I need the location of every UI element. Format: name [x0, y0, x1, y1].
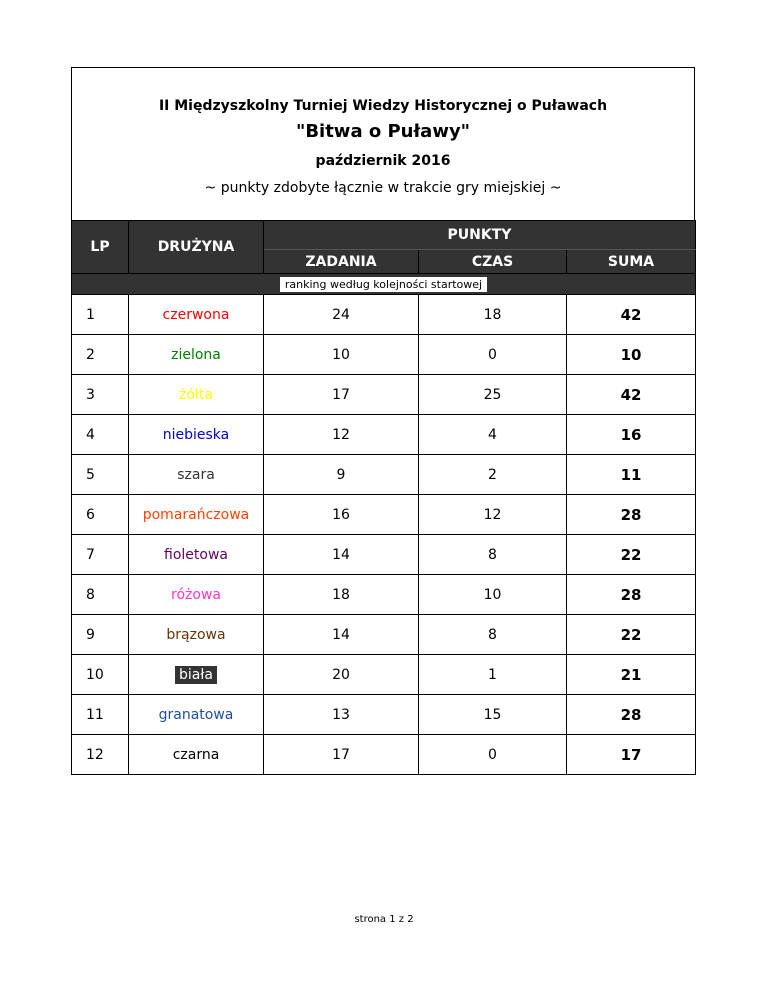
tasks-points-cell: [264, 415, 419, 455]
table-row: [72, 615, 696, 655]
time-points-cell: [419, 575, 567, 615]
tasks-points: 24: [332, 306, 350, 323]
tasks-points: 17: [332, 746, 350, 763]
tasks-points-cell: [264, 535, 419, 575]
row-number-cell: [72, 655, 129, 695]
time-points-cell: [419, 735, 567, 775]
row-number: 8: [86, 586, 95, 603]
total-points: 22: [620, 625, 642, 644]
header-tasks: ZADANIA: [264, 250, 419, 274]
tasks-points-cell: [264, 735, 419, 775]
header-team: DRUŻYNA: [129, 221, 264, 274]
time-points-cell: [419, 615, 567, 655]
tasks-points-cell: [264, 455, 419, 495]
tasks-points-cell: [264, 375, 419, 415]
team-name: granatowa: [158, 706, 234, 723]
row-number: 3: [86, 386, 95, 403]
time-points-cell: [419, 295, 567, 335]
tasks-points: 17: [332, 386, 350, 403]
total-points-cell: [567, 295, 696, 335]
total-points-cell: [567, 495, 696, 535]
team-name-cell: [129, 335, 264, 375]
table-row: [72, 655, 696, 695]
table-body: [72, 295, 696, 775]
total-points: 28: [620, 705, 642, 724]
time-points: 1: [488, 666, 497, 683]
team-name-cell: [129, 375, 264, 415]
team-name: czarna: [172, 746, 220, 763]
row-number-cell: [72, 735, 129, 775]
team-name: niebieska: [162, 426, 230, 443]
team-name: szara: [177, 466, 215, 483]
results-sheet: [71, 67, 695, 775]
row-number-cell: [72, 375, 129, 415]
table-row: [72, 695, 696, 735]
total-points-cell: [567, 655, 696, 695]
tasks-points: 14: [332, 546, 350, 563]
total-points-cell: [567, 695, 696, 735]
tasks-points: 13: [332, 706, 350, 723]
tasks-points-cell: [264, 495, 419, 535]
time-points: 2: [488, 466, 497, 483]
total-points: 42: [620, 305, 642, 324]
header-points: PUNKTY: [264, 221, 696, 250]
total-points-cell: [567, 615, 696, 655]
team-name-cell: [129, 415, 264, 455]
row-number: 9: [86, 626, 95, 643]
total-points-cell: [567, 415, 696, 455]
row-number-cell: [72, 535, 129, 575]
tasks-points: 16: [332, 506, 350, 523]
row-number: 6: [86, 506, 95, 523]
total-points-cell: [567, 455, 696, 495]
row-number-cell: [72, 615, 129, 655]
header-sum: SUMA: [567, 250, 696, 274]
row-number-cell: [72, 295, 129, 335]
table-row: [72, 375, 696, 415]
time-points-cell: [419, 495, 567, 535]
team-name-cell: [129, 535, 264, 575]
event-name: "Bitwa o Puławy": [295, 121, 471, 142]
table-row: [72, 295, 696, 335]
total-points: 22: [620, 545, 642, 564]
tasks-points: 9: [336, 466, 346, 483]
total-points: 17: [620, 745, 642, 764]
row-number-cell: [72, 335, 129, 375]
row-number-cell: [72, 455, 129, 495]
total-points: 28: [620, 505, 642, 524]
row-number: 5: [86, 466, 95, 483]
tournament-title: II Międzyszkolny Turniej Wiedzy Historycznej o Puławach: [158, 98, 608, 114]
total-points: 10: [620, 345, 642, 364]
time-points: 8: [488, 626, 497, 643]
total-points: 28: [620, 585, 642, 604]
event-date: październik 2016: [315, 153, 451, 169]
header-lp: LP: [72, 221, 129, 274]
time-points: 10: [483, 586, 502, 603]
team-name: żółta: [179, 386, 213, 403]
team-name-cell: [129, 295, 264, 335]
subtitle: ~ punkty zdobyte łącznie w trakcie gry miejskiej ~: [204, 180, 562, 196]
tasks-points: 18: [332, 586, 350, 603]
time-points-cell: [419, 695, 567, 735]
row-number-cell: [72, 495, 129, 535]
total-points-cell: [567, 735, 696, 775]
time-points: 4: [488, 426, 497, 443]
header-time: CZAS: [419, 250, 567, 274]
row-number: 12: [86, 746, 104, 763]
team-name-cell: [129, 455, 264, 495]
time-points-cell: [419, 375, 567, 415]
team-name-cell: [129, 495, 264, 535]
tasks-points-cell: [264, 335, 419, 375]
tasks-points: 14: [332, 626, 350, 643]
row-number-cell: [72, 695, 129, 735]
table-row: [72, 335, 696, 375]
tasks-points-cell: [264, 695, 419, 735]
team-name-cell: [129, 655, 264, 695]
team-name-cell: [129, 735, 264, 775]
tasks-points-cell: [264, 655, 419, 695]
table-row: [72, 415, 696, 455]
row-number: 10: [86, 666, 104, 683]
ranking-note-row: [72, 274, 696, 295]
time-points: 0: [488, 346, 497, 363]
time-points: 0: [488, 746, 497, 763]
total-points-cell: [567, 575, 696, 615]
row-number: 4: [86, 426, 95, 443]
row-number: 11: [86, 706, 104, 723]
row-number-cell: [72, 415, 129, 455]
time-points: 15: [483, 706, 502, 723]
time-points: 18: [483, 306, 502, 323]
team-name-cell: [129, 695, 264, 735]
total-points-cell: [567, 335, 696, 375]
time-points: 8: [488, 546, 497, 563]
table-row: [72, 735, 696, 775]
time-points-cell: [419, 655, 567, 695]
team-name-cell: [129, 615, 264, 655]
total-points: 11: [620, 465, 642, 484]
document-header: [71, 67, 695, 220]
team-name: różowa: [171, 586, 221, 603]
table-row: [72, 575, 696, 615]
total-points: 21: [620, 665, 642, 684]
tasks-points: 12: [332, 426, 350, 443]
time-points: 12: [483, 506, 502, 523]
tasks-points-cell: [264, 295, 419, 335]
time-points-cell: [419, 415, 567, 455]
total-points: 42: [620, 385, 642, 404]
team-name: biała: [175, 666, 217, 684]
tasks-points-cell: [264, 575, 419, 615]
team-name: zielona: [171, 346, 221, 363]
tasks-points: 10: [332, 346, 350, 363]
team-name: pomarańczowa: [142, 506, 250, 523]
team-name: fioletowa: [164, 546, 228, 563]
table-row: [72, 535, 696, 575]
total-points-cell: [567, 535, 696, 575]
time-points-cell: [419, 455, 567, 495]
row-number: 2: [86, 346, 95, 363]
row-number: 7: [86, 546, 95, 563]
total-points-cell: [567, 375, 696, 415]
team-name: brązowa: [166, 626, 226, 643]
team-name-cell: [129, 575, 264, 615]
table-row: [72, 495, 696, 535]
row-number: 1: [86, 306, 95, 323]
time-points-cell: [419, 535, 567, 575]
time-points-cell: [419, 335, 567, 375]
total-points: 16: [620, 425, 642, 444]
row-number-cell: [72, 575, 129, 615]
page-number: strona 1 z 2: [354, 914, 414, 925]
results-table: [71, 220, 696, 775]
ranking-note: ranking według kolejności startowej: [280, 277, 487, 292]
tasks-points-cell: [264, 615, 419, 655]
table-row: [72, 455, 696, 495]
team-name: czerwona: [162, 306, 230, 323]
time-points: 25: [483, 386, 502, 403]
tasks-points: 20: [332, 666, 350, 683]
